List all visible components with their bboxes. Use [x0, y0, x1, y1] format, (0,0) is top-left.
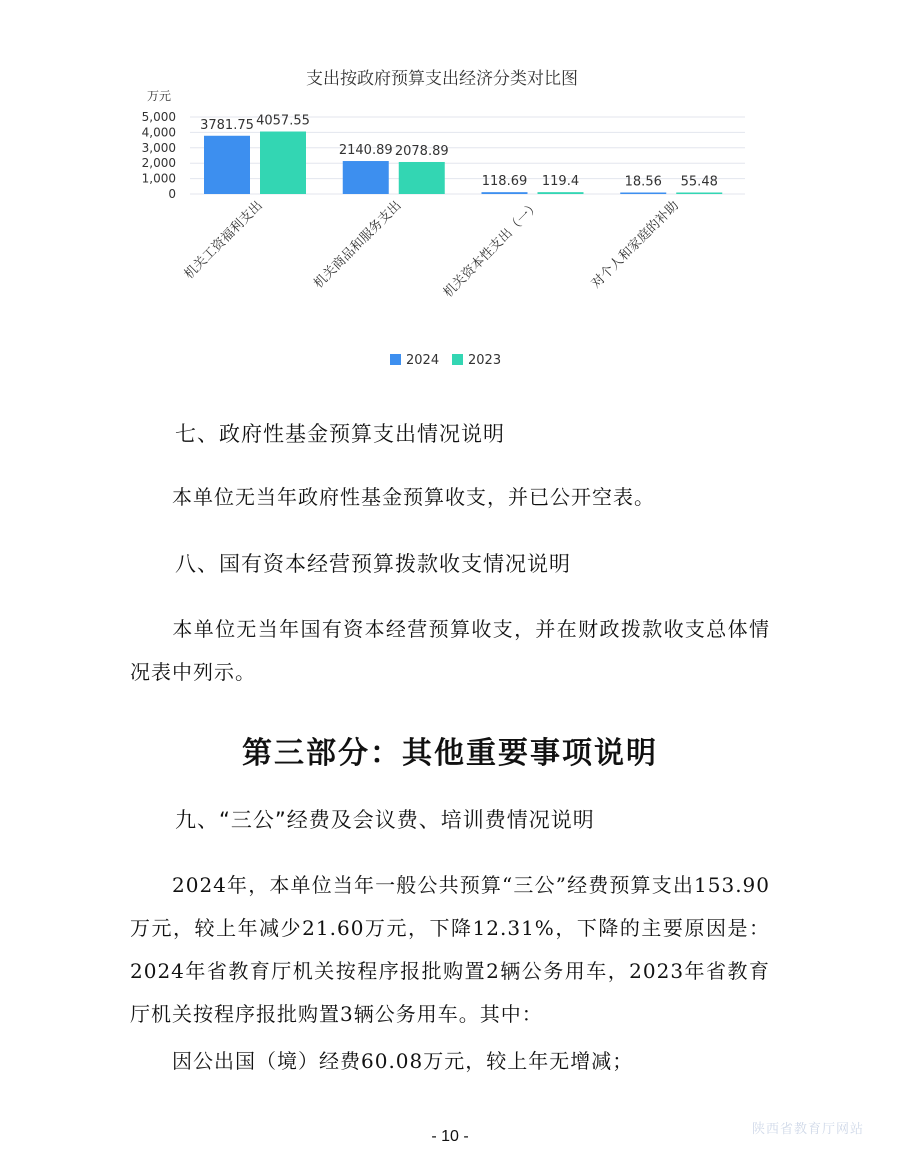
section-9-paragraph: 2024年，本单位当年一般公共预算“三公”经费预算支出153.90万元，较上年减少21.60万元，下降12.31%，下降的主要原因是：2024年省教育厅机关按程序报批购置2辆公务用车，2023年省教育厅机关按程序报批购置3辆公务用车。其中： — [130, 873, 770, 1026]
y-unit-label: 万元 — [147, 89, 172, 103]
y-tick-label: 0 — [168, 187, 176, 201]
data-label: 18.56 — [624, 174, 662, 190]
legend-swatch[interactable] — [390, 354, 401, 365]
y-axis-ticks — [142, 110, 176, 201]
legend-swatch[interactable] — [452, 354, 463, 365]
y-tick-label: 2,000 — [141, 156, 176, 171]
category-label: 机关工资福利支出 — [181, 198, 266, 283]
y-tick-label: 5,000 — [141, 110, 176, 124]
section-7-heading: 七、政府性基金预算支出情况说明 — [175, 422, 505, 446]
bar-2024-1[interactable] — [343, 161, 389, 194]
bar-2023-0[interactable] — [260, 132, 306, 194]
section-9-paragraph-2: 因公出国（境）经费60.08万元，较上年无增减； — [172, 1049, 634, 1073]
section-7-text: 本单位无当年政府性基金预算收支，并已公开空表。 — [172, 485, 655, 509]
bar-2024-3[interactable] — [620, 193, 666, 195]
chart-title: 支出按政府预算支出经济分类对比图 — [306, 69, 578, 89]
bar-2023-2[interactable] — [538, 192, 584, 194]
expenditure-bar-chart — [135, 60, 755, 390]
data-label: 2140.89 — [338, 143, 393, 159]
section-9-heading: 九、“三公”经费及会议费、培训费情况说明 — [175, 808, 595, 832]
bar-2024-0[interactable] — [204, 136, 250, 194]
chart-svg — [135, 60, 755, 390]
site-watermark: 陕西省教育厅网站 — [752, 1122, 865, 1137]
category-label: 机关商品和服务支出 — [311, 198, 405, 292]
section-8-heading: 八、国有资本经营预算拨款收支情况说明 — [175, 552, 571, 576]
y-tick-label: 3,000 — [141, 140, 176, 155]
bar-2024-2[interactable] — [482, 192, 528, 194]
legend-label[interactable]: 2023 — [468, 353, 502, 368]
data-label: 118.69 — [481, 174, 528, 190]
y-tick-label: 4,000 — [141, 125, 176, 140]
y-tick-label: 1,000 — [141, 171, 176, 186]
bar-2023-1[interactable] — [399, 162, 445, 194]
category-label: 对个人和家庭的补助 — [588, 198, 683, 292]
legend-label[interactable]: 2024 — [406, 353, 440, 368]
data-label: 55.48 — [680, 174, 718, 190]
part-3-title: 第三部分：其他重要事项说明 — [242, 736, 658, 771]
data-label: 3781.75 — [200, 117, 254, 133]
category-labels — [181, 198, 682, 301]
category-label: 机关资本性支出（一） — [440, 198, 544, 301]
page-number: - 10 - — [431, 1128, 469, 1145]
section-8-text: 本单位无当年国有资本经营预算收支，并在财政拨款收支总体情况表中列示。 — [130, 617, 770, 684]
data-label: 119.4 — [541, 174, 580, 190]
data-label: 4057.55 — [256, 113, 310, 129]
data-label: 2078.89 — [394, 143, 449, 159]
bar-2023-3[interactable] — [676, 193, 722, 195]
chart-legend[interactable] — [390, 353, 501, 368]
